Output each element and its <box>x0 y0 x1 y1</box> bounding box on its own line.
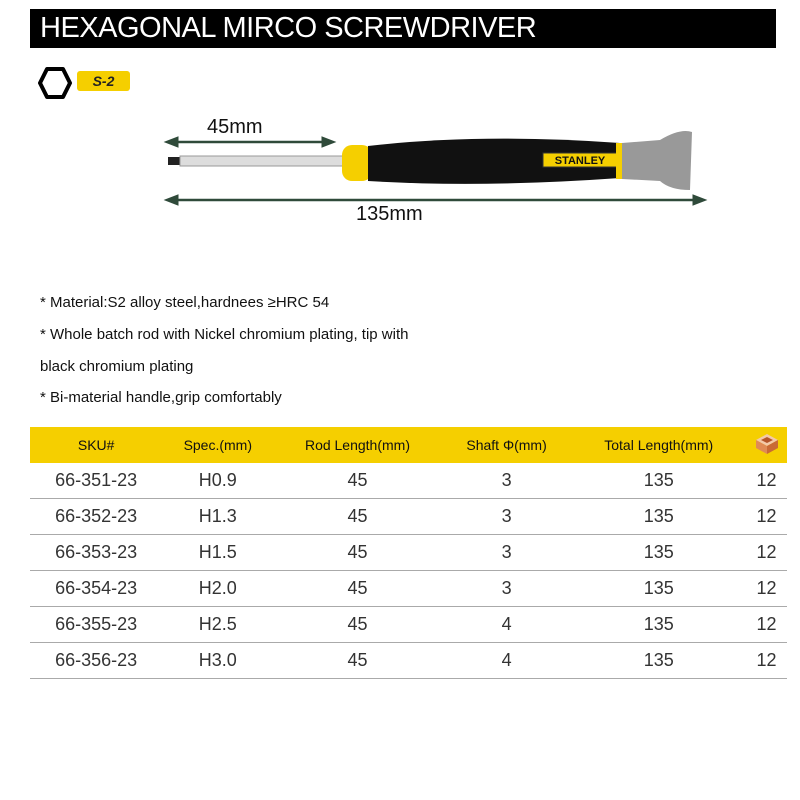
cell-sku: 66-356-23 <box>30 643 162 679</box>
cell-shaft: 3 <box>442 499 572 535</box>
cell-shaft: 3 <box>442 571 572 607</box>
end-cap <box>622 131 692 190</box>
cell-total-length: 135 <box>571 607 746 643</box>
feature-2-cont: black chromium plating <box>40 358 194 375</box>
cell-rod-length: 45 <box>273 607 441 643</box>
spec-table <box>30 427 787 679</box>
cell-rod-length: 45 <box>273 643 441 679</box>
cell-sku: 66-355-23 <box>30 607 162 643</box>
col-box-qty <box>746 427 787 463</box>
shaft <box>180 156 346 166</box>
table-row <box>30 643 787 679</box>
cell-rod-length: 45 <box>273 463 441 499</box>
table-row <box>30 535 787 571</box>
cell-shaft: 4 <box>442 607 572 643</box>
cell-rod-length: 45 <box>273 535 441 571</box>
feature-3: * Bi-material handle,grip comfortably <box>40 389 282 406</box>
table-row <box>30 571 787 607</box>
cell-spec: H1.5 <box>162 535 273 571</box>
cell-box-qty: 12 <box>746 535 787 571</box>
cell-box-qty: 12 <box>746 499 787 535</box>
cell-shaft: 4 <box>442 643 572 679</box>
cell-shaft: 3 <box>442 463 572 499</box>
cell-spec: H3.0 <box>162 643 273 679</box>
screwdriver-illustration <box>0 100 800 210</box>
table-row <box>30 607 787 643</box>
cell-rod-length: 45 <box>273 499 441 535</box>
cell-total-length: 135 <box>571 535 746 571</box>
cell-box-qty: 12 <box>746 607 787 643</box>
cell-rod-length: 45 <box>273 571 441 607</box>
col-total-length: Total Length(mm) <box>571 427 746 463</box>
cell-sku: 66-354-23 <box>30 571 162 607</box>
table-row <box>30 463 787 499</box>
feature-2: * Whole batch rod with Nickel chromium plating, tip with <box>40 326 409 343</box>
table-row <box>30 499 787 535</box>
box-icon <box>755 433 779 455</box>
cell-spec: H1.3 <box>162 499 273 535</box>
feature-1: * Material:S2 alloy steel,hardnees ≥HRC 54 <box>40 294 330 311</box>
cell-box-qty: 12 <box>746 463 787 499</box>
cell-sku: 66-351-23 <box>30 463 162 499</box>
cell-total-length: 135 <box>571 571 746 607</box>
cell-box-qty: 12 <box>746 643 787 679</box>
total-dimension-arrow <box>165 195 706 205</box>
cell-sku: 66-353-23 <box>30 535 162 571</box>
rod-length-label: 45mm <box>207 116 263 138</box>
cell-box-qty: 12 <box>746 571 787 607</box>
hexagon-icon <box>38 66 72 100</box>
cell-shaft: 3 <box>442 535 572 571</box>
cell-spec: H0.9 <box>162 463 273 499</box>
total-length-label: 135mm <box>356 203 423 225</box>
cell-spec: H2.5 <box>162 607 273 643</box>
col-rod-length: Rod Length(mm) <box>273 427 441 463</box>
cell-sku: 66-352-23 <box>30 499 162 535</box>
page-title: HEXAGONAL MIRCO SCREWDRIVER <box>30 9 776 48</box>
cell-spec: H2.0 <box>162 571 273 607</box>
table-header <box>30 427 787 463</box>
col-shaft: Shaft Φ(mm) <box>442 427 572 463</box>
cell-total-length: 135 <box>571 499 746 535</box>
svg-text:STANLEY: STANLEY <box>554 155 606 167</box>
col-spec: Spec.(mm) <box>162 427 273 463</box>
material-badge: S-2 <box>77 71 130 91</box>
cell-total-length: 135 <box>571 463 746 499</box>
col-sku: SKU# <box>30 427 162 463</box>
cell-total-length: 135 <box>571 643 746 679</box>
collar <box>342 145 372 181</box>
rod-dimension-arrow <box>165 137 335 147</box>
